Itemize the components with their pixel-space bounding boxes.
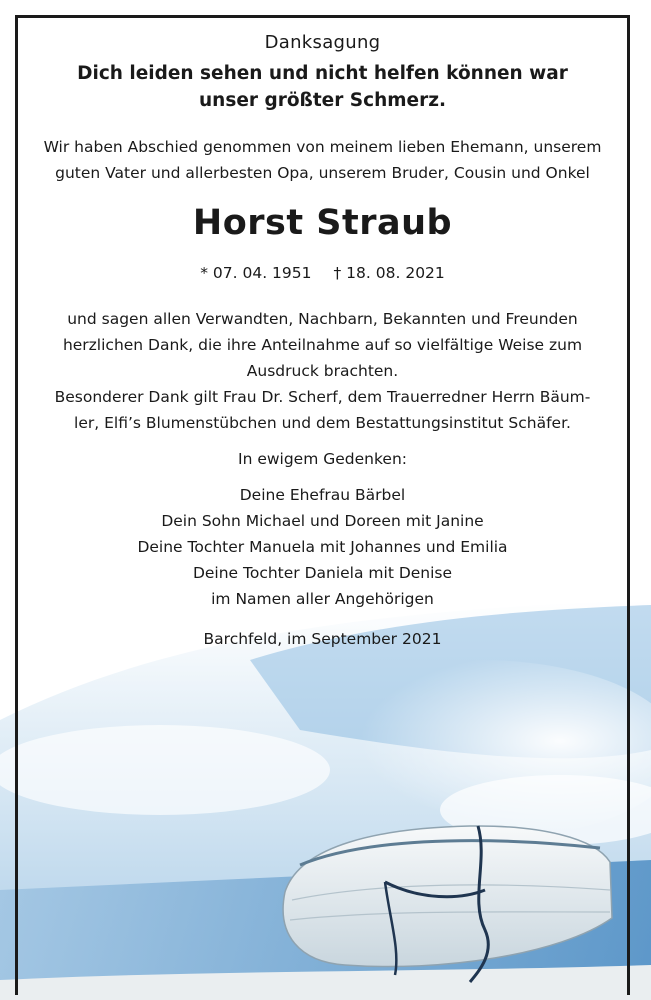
deceased-name: Horst Straub [192, 203, 453, 243]
family-line: Deine Tochter Daniela mit Denise [192, 564, 453, 582]
memory-line: In ewigem Gedenken: [238, 450, 407, 468]
family-line: Dein Sohn Michael und Doreen mit Janine [161, 512, 484, 530]
notice-text [18, 0, 627, 652]
quote-line: Dich leiden sehen und nicht helfen können war [77, 63, 568, 84]
family-line: Deine Ehefrau Bärbel [239, 486, 406, 504]
thanks-line: Besonderer Dank gilt Frau Dr. Scherf, dem Trauerredner Herrn Bäum- [54, 388, 591, 406]
family-line: im Namen aller Angehörigen [211, 590, 434, 608]
notice-header: Danksagung [264, 32, 381, 53]
thanks-block [18, 306, 627, 436]
intro-block [18, 134, 627, 186]
family-block [18, 482, 627, 612]
death-date: † 18. 08. 2021 [333, 264, 445, 282]
thanks-line: herzlichen Dank, die ihre Anteilnahme auf so vielfältige Weise zum [62, 336, 583, 354]
thanks-line: und sagen allen Verwandten, Nachbarn, Bekannten und Freunden [67, 310, 578, 328]
quote-block [18, 60, 627, 114]
quote-line: unser größter Schmerz. [198, 90, 446, 111]
intro-line: Wir haben Abschied genommen von meinem lieben Ehemann, unserem [43, 138, 602, 156]
birth-date: * 07. 04. 1951 [200, 264, 312, 282]
family-line: Deine Tochter Manuela mit Johannes und Emilia [137, 538, 508, 556]
intro-line: guten Vater und allerbesten Opa, unserem Bruder, Cousin und Onkel [55, 164, 590, 182]
thanks-line: Ausdruck brachten. [246, 362, 399, 380]
place-date: Barchfeld, im September 2021 [203, 630, 442, 648]
thanks-line: ler, Elfi’s Blumenstübchen und dem Bestattungsinstitut Schäfer. [74, 414, 571, 432]
life-dates [18, 260, 627, 286]
